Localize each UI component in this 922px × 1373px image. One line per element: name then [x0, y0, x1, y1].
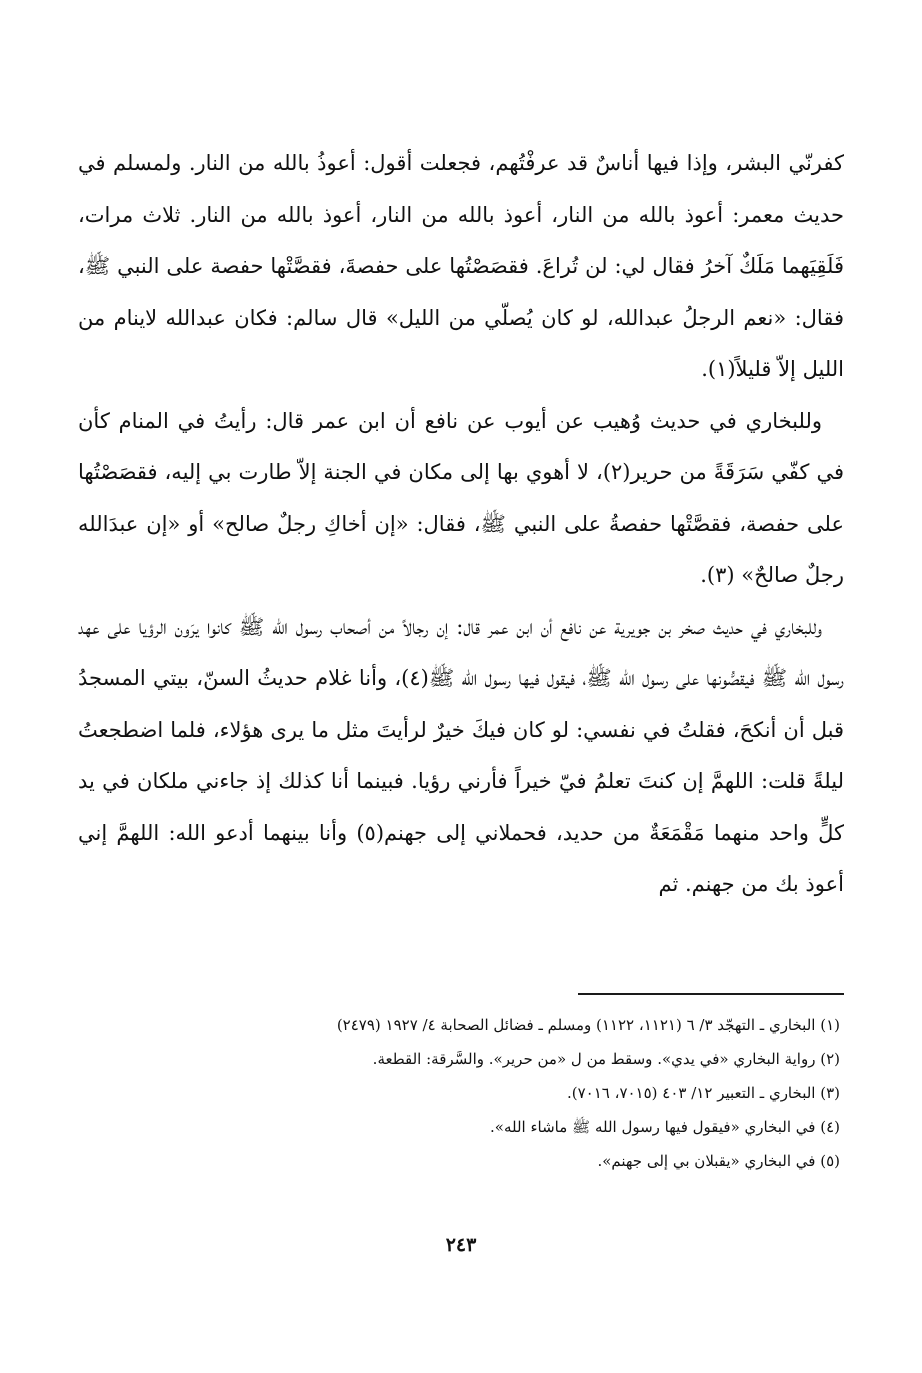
footnote-1: (١) البخاري ـ التهجّد ٣/ ٦ (١١٢١، ١١٢٢) ومسلم ـ فضائل الصحابة ٤/ ١٩٢٧ (٢٤٧٩) [336, 1016, 840, 1034]
paragraph-2: وللبخاري في حديث وُهيب عن أيوب عن نافع أن ابن عمر قال: رأيتُ في المنام كأن في كفّي سَرَقَةً من حرير(٢)، لا أهوي بها إلى مكان في الجنة إلاّ طارت بي إليه، فقصَصْتُها على حفصة، فقصَّتْها حفصةُ على النبي ﷺ، فقال: «إن أخاكِ رجلٌ صالح» أو «إن عبدَالله رجلٌ صالحٌ» (٣). [78, 408, 844, 587]
footnote-2: (٢) رواية البخاري «في يدي». وسقط من ل «من حرير». والسَّرقة: القطعة. [372, 1050, 840, 1068]
paragraph-1: كفرنّي البشر، وإذا فيها أناسٌ قد عرفْتُهم، فجعلت أقول: أعوذُ بالله من النار. ولمسلم في حديث معمر: أعوذ بالله من النار، أعوذ بالله من النار، أعوذ بالله من النار. ثلاث مرات، فَلَقِيَهما مَلَكٌ آخرُ فقال لي: لن تُراعَ. فقصَصْتُها على حفصةَ، فقصَّتْها حفصة على النبي ﷺ، فقال: «نعم الرجلُ عبدالله، لو كان يُصلّي من الليل» قال سالم: فكان عبدالله لاينام من الليل إلاّ قليلاً(١). [78, 151, 844, 381]
footnote-separator [578, 993, 844, 995]
page-number: ٢٤٣ [445, 1234, 477, 1256]
footnote-4: (٤) في البخاري «فيقول فيها رسول الله ﷺ ماشاء الله». [490, 1118, 840, 1136]
footnote-3: (٣) البخاري ـ التعبير ١٢/ ٤٠٣ (٧٠١٥، ٧٠١٦). [566, 1084, 840, 1102]
main-text [78, 138, 844, 911]
footnotes [80, 1008, 840, 1178]
paragraph-3: وللبخاري في حديث صخر بن جويرية عن نافع أن ابن عمر قال: إن رجالاً من أصحاب رسول الله ﷺ كانوا يرَون الرؤيا على عهد رسول الله ﷺ فيقصُّونها على رسول الله ﷺ، فيقول فيها رسول الله ﷺ(٤)، وأنا غلام حديثُ السنّ، بيتي المسجدُ قبل أن أنكحَ، فقلتُ في نفسي: لو كان فيكَ خيرٌ لرأيتَ مثل ما يرى هؤلاء، فلما اضطجعتُ ليلةً قلت: اللهمَّ إن كنتَ تعلمُ فيّ خيراً فأرني رؤيا. فبينما أنا كذلك إذ جاءني ملكان في يد كلٍّ واحد منهما مَقْمَعَةٌ من حديد، فحملاني إلى جهنم(٥) وأنا بينهما أدعو الله: اللهمَّ إني أعوذ بك من جهنم. ثم [78, 614, 844, 896]
footnote-5: (٥) في البخاري «يقبلان بي إلى جهنم». [597, 1152, 840, 1170]
